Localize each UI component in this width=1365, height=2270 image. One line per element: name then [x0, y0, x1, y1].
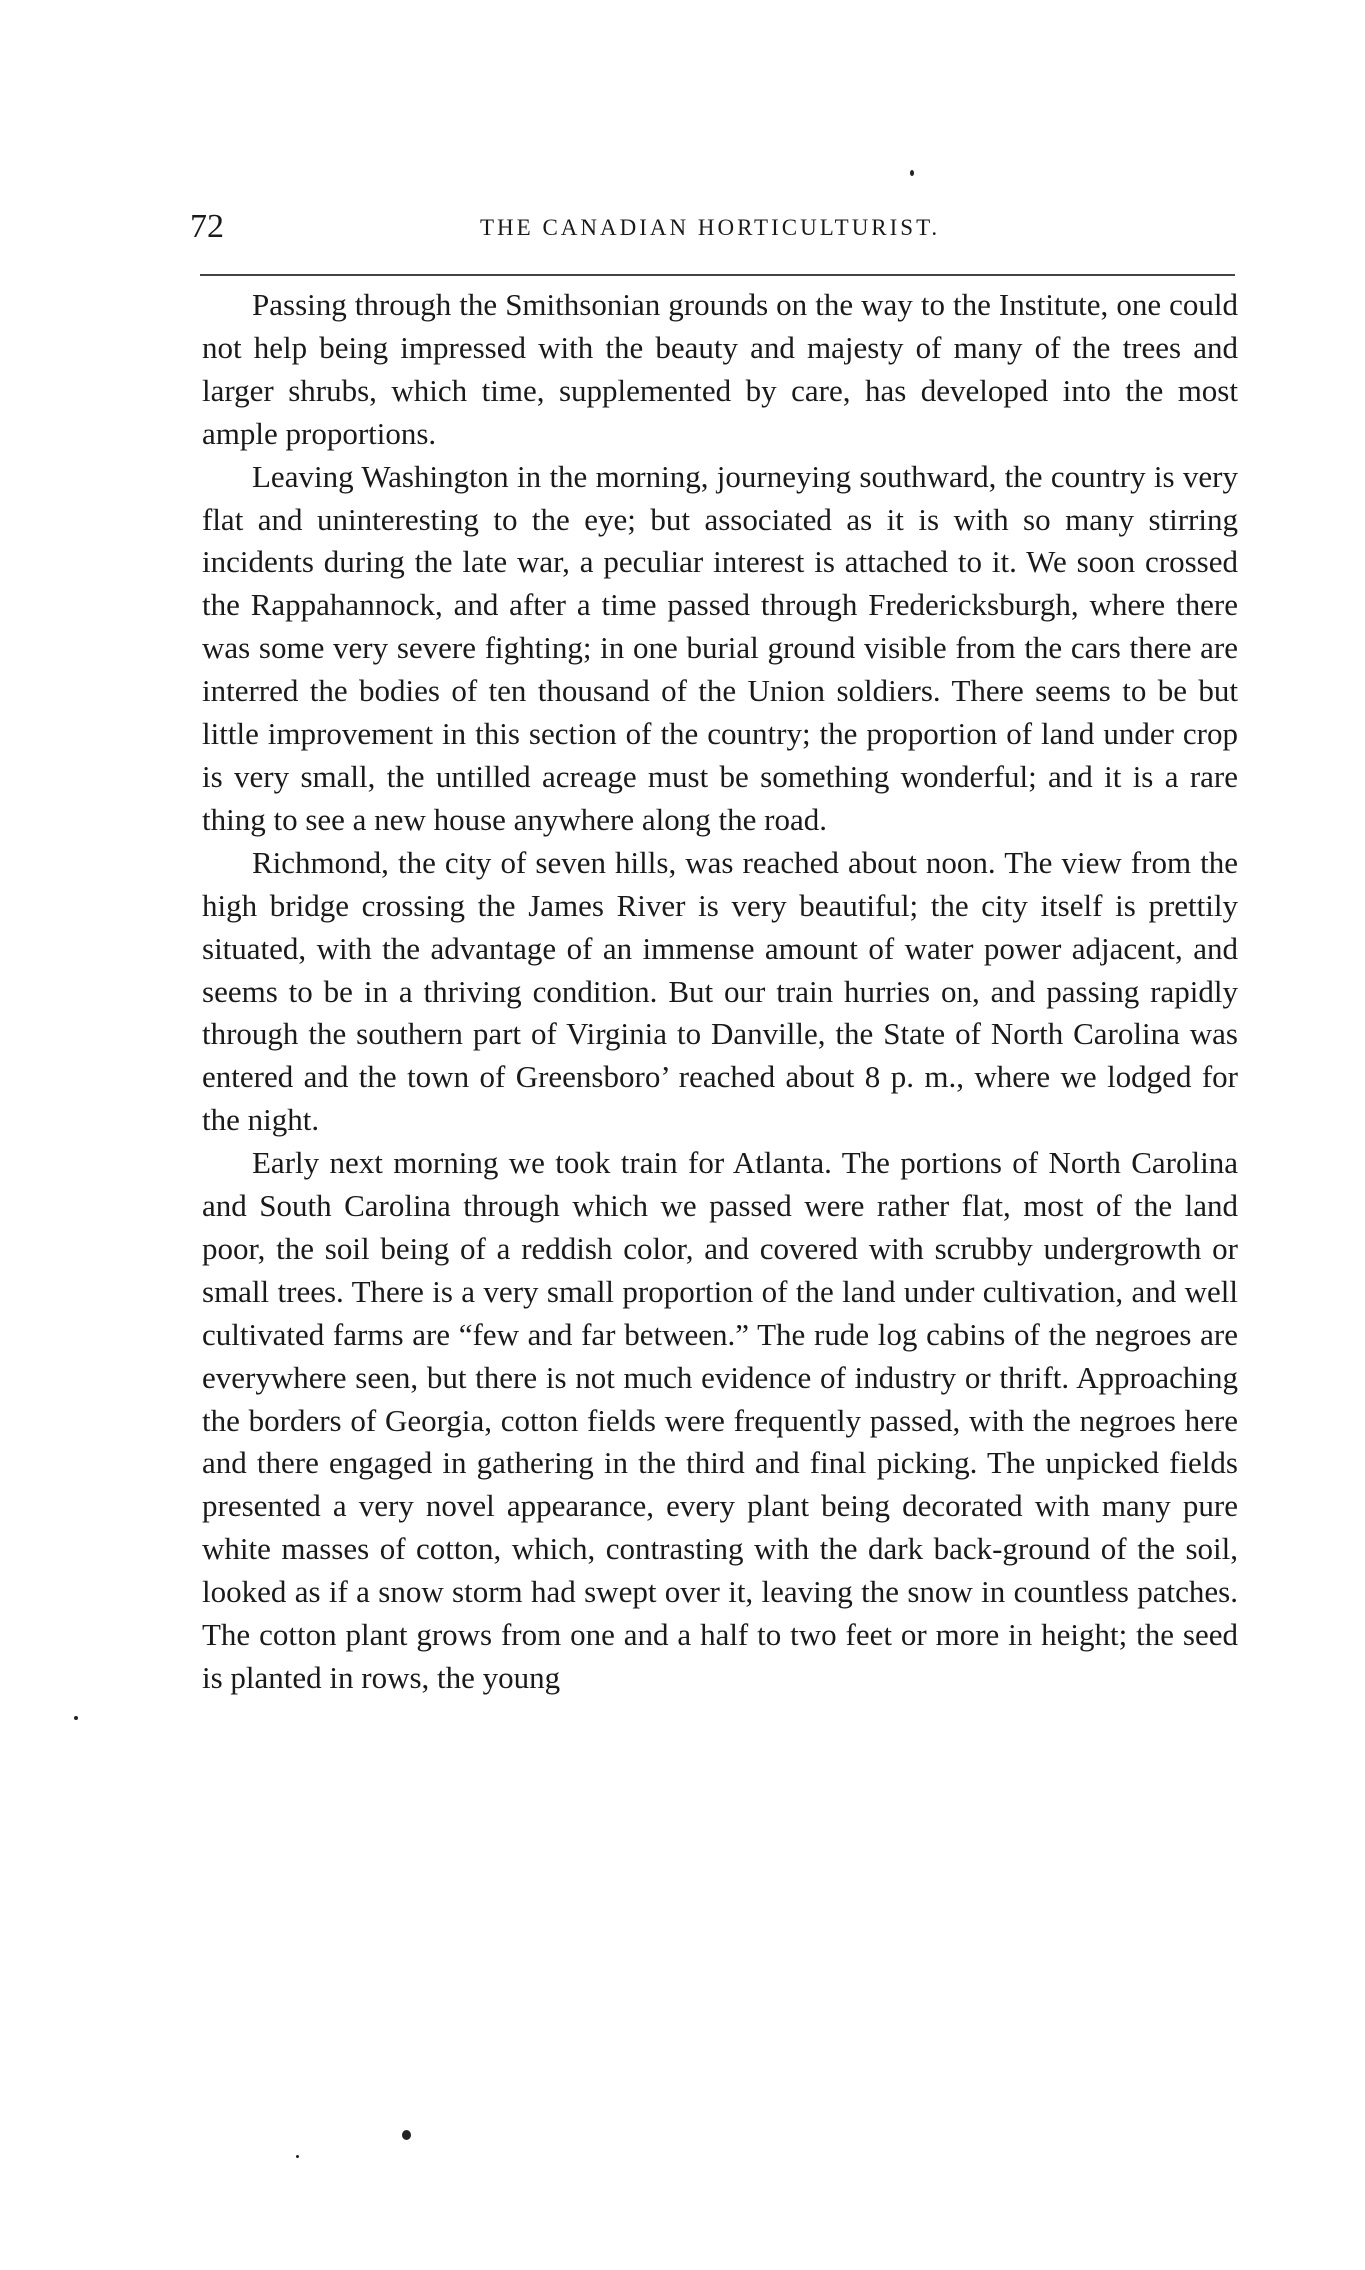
- paragraph-richmond: Richmond, the city of seven hills, was reached about noon. The view from the high bridge crossing the James River is very beautiful; the city itself is prettily situated, with the advantage of an immense amount of water power adjacent, and seems to be in a thriving condition. But our train hurries on, and passing rapidly through the southern part of Virginia to Danville, the State of North Carolina was entered and the town of Greensboro’ reached about 8 p. m., where we lodged for the night.: [202, 844, 1238, 1138]
- page-number: 72: [190, 208, 224, 245]
- running-title: THE CANADIAN HORTICULTURIST.: [480, 215, 941, 240]
- page-header: [190, 205, 1235, 255]
- paragraph-leaving-washington: Leaving Washington in the morning, journeying southward, the country is very flat and uninteresting to the eye; but associated as it is with so many stirring incidents during the late war, a peculiar interest is attached to it. We soon crossed the Rappahannock, and after a time passed through Fredericksburgh, where there was some very severe fighting; in one burial ground visible from the cars there are interred the bodies of ten thousand of the Union soldiers. There seems to be but little improvement in this section of the country; the proportion of land under crop is very small, the untilled acreage must be something wonderful; and it is a rare thing to see a new house anywhere along the road.: [202, 458, 1238, 837]
- body-text: [202, 284, 1238, 1700]
- ink-speck: [910, 170, 914, 176]
- ink-speck: [296, 2155, 299, 2158]
- header-rule: [200, 274, 1235, 276]
- ink-speck: [74, 1716, 78, 1720]
- paragraph-atlanta: Early next morning we took train for Atlanta. The portions of North Carolina and South Carolina through which we passed were rather flat, most of the land poor, the soil being of a reddish color, and covered with scrubby undergrowth or small trees. There is a very small proportion of the land under cultivation, and well cultivated farms are “few and far between.” The rude log cabins of the negroes are everywhere seen, but there is not much evidence of industry or thrift. Approaching the borders of Georgia, cotton fields were frequently passed, with the negroes here and there engaged in gathering in the third and final picking. The unpicked fields presented a very novel appearance, every plant being decorated with many pure white masses of cotton, which, contrasting with the dark back-ground of the soil, looked as if a snow storm had swept over it, leaving the snow in countless patches. The cotton plant grows from one and a half to two feet or more in height; the seed is planted in rows, the young: [202, 1145, 1238, 1695]
- ink-speck: [402, 2130, 411, 2140]
- paragraph-smithsonian: Passing through the Smithsonian grounds on the way to the Institute, one could not help being impressed with the beauty and majesty of many of the trees and larger shrubs, which time, supplemented by care, has developed into the most ample proportions.: [202, 287, 1238, 451]
